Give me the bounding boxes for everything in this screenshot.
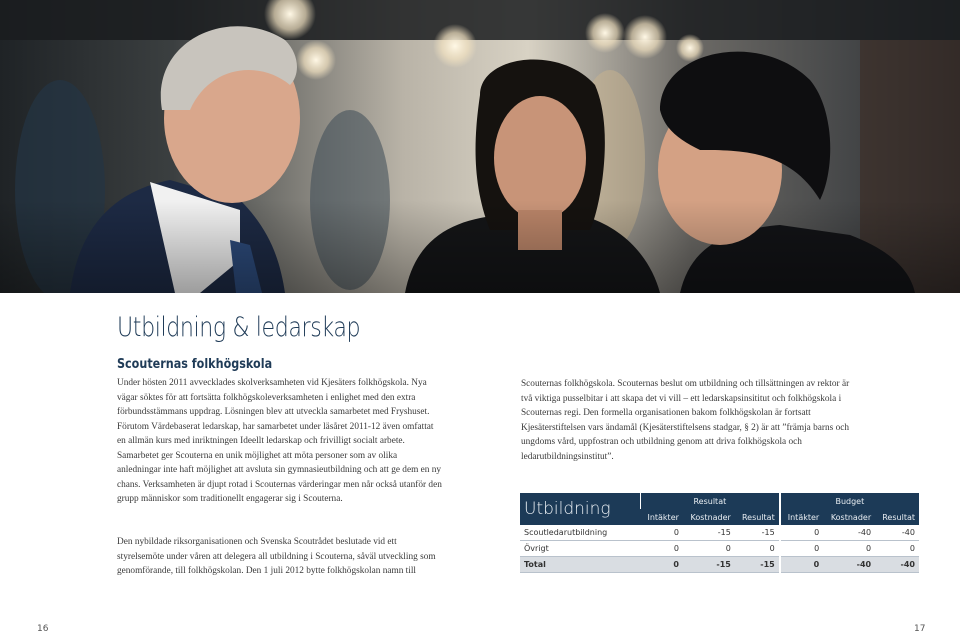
table-row [520, 541, 919, 557]
column-header: Resultat [875, 509, 919, 525]
table-cell: 0 [780, 557, 823, 573]
page-number-left: 16 [37, 624, 49, 634]
section-title: Scouternas folkhögskola [117, 357, 273, 372]
people-conversation-photo [0, 0, 960, 293]
table-cell: -15 [735, 525, 780, 541]
group-header-budget: Budget [780, 493, 919, 509]
body-paragraph-right: Scouternas folkhögskola. Scouternas beslut om utbildning och tillsättningen av rektor är två viktiga pusselbitar i att skapa det vi vill – ett ledarskapsinsititut och folkhögskola i Scouternas regi. Den formella organisationen bakom folkhögskolan är fortsatt Kjesäterstiftelsen vars ändamål (Kjesäterstiftelsens stadgar, § 2) är att ”främja barns och ungdoms vård, uppfostran och utbildning genom att driva folkhögskola och ledarutbildningsinstitut”. [521, 379, 850, 462]
group-header-resultat: Resultat [641, 493, 780, 509]
table-cell: 0 [823, 541, 875, 557]
table-row [520, 525, 919, 541]
body-paragraph-left-1: Under hösten 2011 avvecklades skolverksamheten vid Kjesäters folkhögskola. Nya vägar söktes för att fortsätta folkhögskoleverksamheten i enlighet med den extra förbundsstämmans uppdrag. Lösningen blev att utveckla samarbetet med Fryshuset. Förutom Värdebaserat ledarskap, har samarbetet under läsåret 2011-12 även omfattat en allmän kurs med inriktningen Ideellt ledarskap och frivilligt socialt arbete. Samarbetet ger Scouterna en unik möjlighet att möta personer som av olika anledningar inte haft möjlighet att avsluta sin gymnasieutbildning och att ge dem en ny chans. Verksamheten är djupt rotad i Scouternas värderingar men når också utanför den grupp människor som traditionellt engagerar sig i Scouterna. [117, 378, 442, 504]
column-header: Kostnader [683, 509, 735, 525]
table-cell: -15 [683, 525, 735, 541]
table-cell: -15 [735, 557, 780, 573]
header-photo [0, 0, 960, 293]
table-cell: 0 [641, 557, 683, 573]
table-cell: -40 [823, 525, 875, 541]
table-group-header-row [520, 493, 919, 509]
row-label: Scoutledarutbildning [520, 525, 641, 541]
table-cell: -40 [875, 557, 919, 573]
page-title: Utbildning & ledarskap [117, 312, 361, 343]
table-cell: 0 [780, 525, 823, 541]
table-cell: -15 [683, 557, 735, 573]
table-cell: -40 [823, 557, 875, 573]
table-cell: 0 [780, 541, 823, 557]
table-cell: 0 [683, 541, 735, 557]
row-label: Övrigt [520, 541, 641, 557]
table-cell: 0 [735, 541, 780, 557]
column-header: Resultat [735, 509, 780, 525]
table-cell: 0 [641, 525, 683, 541]
table-cell: -40 [875, 525, 919, 541]
table-cell: 0 [641, 541, 683, 557]
column-header: Intäkter [641, 509, 683, 525]
column-header: Intäkter [780, 509, 823, 525]
table-cell: 0 [875, 541, 919, 557]
page-number-right: 17 [914, 624, 926, 634]
table-title: Utbildning [520, 493, 641, 525]
education-budget-table [520, 493, 919, 573]
column-header: Kostnader [823, 509, 875, 525]
table-total-row [520, 557, 919, 573]
body-paragraph-left-2: Den nybildade riksorganisationen och Svenska Scoutrådet beslutade vid ett styrelsemöte under våren att delegera all utbildning i Scouterna, såväl utveckling som genomförande, till folkhögskolan. Den 1 juli 2012 bytte folkhögskolan namn till [117, 537, 436, 576]
total-label: Total [520, 557, 641, 573]
